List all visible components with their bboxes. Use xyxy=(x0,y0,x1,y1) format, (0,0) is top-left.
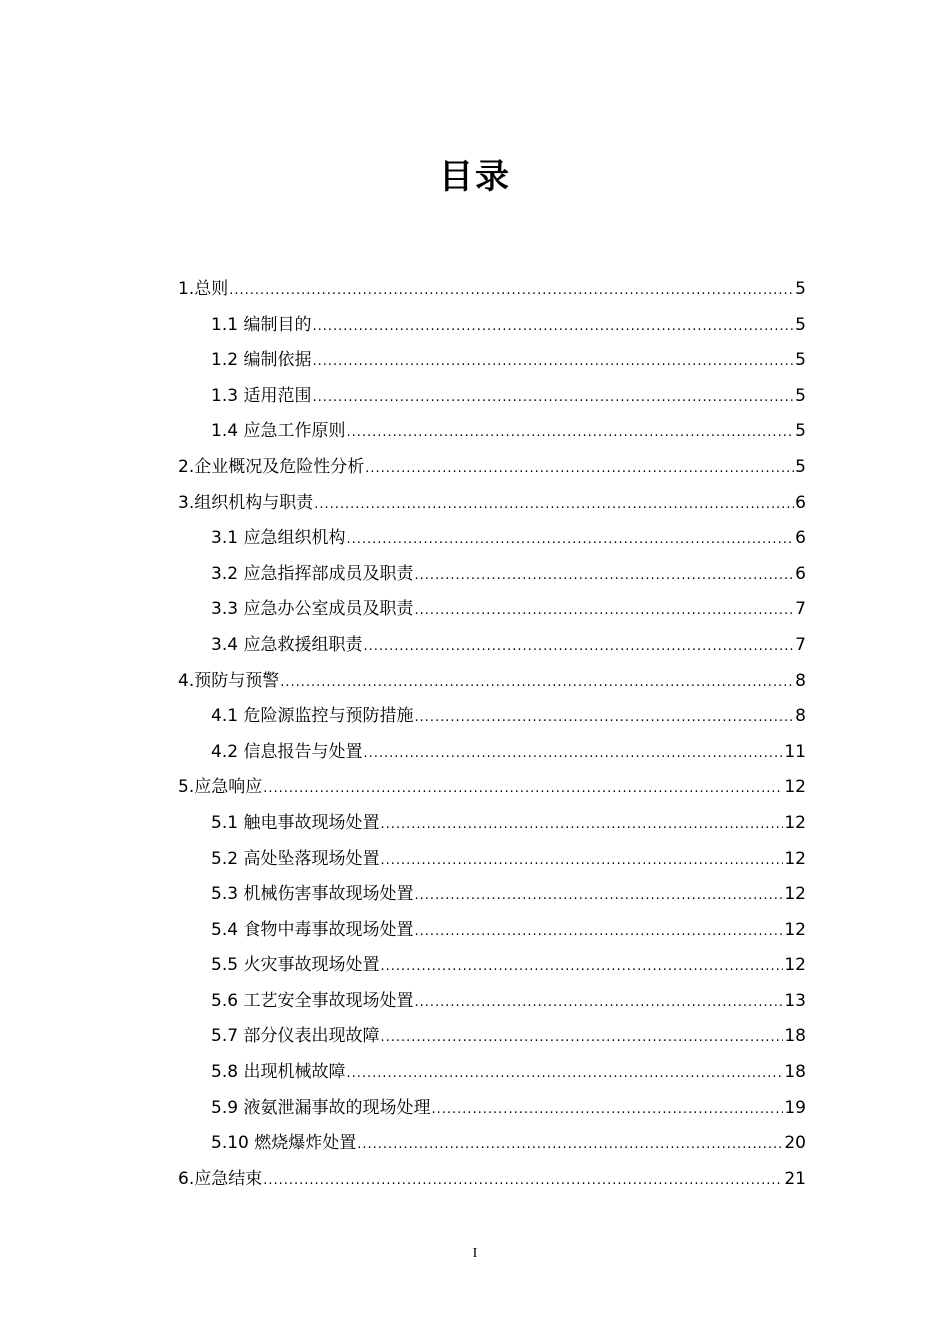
toc-entry-label: 5.2 高处坠落现场处置 xyxy=(211,848,380,869)
toc-leader-dots xyxy=(380,949,783,985)
toc-entry-label: 1.4 应急工作原则 xyxy=(211,421,346,442)
toc-entry-label: 1.2 编制依据 xyxy=(211,350,312,371)
toc-entry[interactable] xyxy=(178,379,806,415)
toc-entry-label: 5.8 出现机械故障 xyxy=(211,1062,346,1083)
toc-entry[interactable] xyxy=(178,877,806,913)
toc-entry-page: 21 xyxy=(784,1168,806,1189)
toc-entry-page: 20 xyxy=(784,1133,806,1154)
toc-entry[interactable] xyxy=(178,1126,806,1162)
toc-entry[interactable] xyxy=(178,450,806,486)
toc-entry-label: 1.1 编制目的 xyxy=(211,314,312,335)
toc-entry-label: 4.2 信息报告与处置 xyxy=(211,741,363,762)
toc-entry-page: 13 xyxy=(784,990,806,1011)
toc-entry[interactable] xyxy=(178,1162,806,1198)
page-number: I xyxy=(472,1246,478,1261)
toc-entry-label: 5.10 燃烧爆炸处置 xyxy=(211,1133,357,1154)
toc-entry-label: 5.9 液氨泄漏事故的现场处理 xyxy=(211,1097,431,1118)
toc-leader-dots xyxy=(263,1163,783,1199)
toc-entry-page: 7 xyxy=(795,599,806,620)
toc-title: 目录 xyxy=(439,157,511,197)
toc-leader-dots xyxy=(346,415,794,451)
toc-entry-page: 8 xyxy=(795,670,806,691)
toc-entry-page: 6 xyxy=(795,492,806,513)
toc-entry-page: 6 xyxy=(795,528,806,549)
toc-leader-dots xyxy=(263,771,783,807)
toc-leader-dots xyxy=(431,1092,783,1128)
toc-entry-page: 18 xyxy=(784,1026,806,1047)
toc-entry-page: 12 xyxy=(784,812,806,833)
toc-leader-dots xyxy=(357,1127,783,1163)
toc-entry-label: 4.1 危险源监控与预防措施 xyxy=(211,706,414,727)
toc-leader-dots xyxy=(414,558,794,594)
toc-entry-page: 5 xyxy=(795,314,806,335)
toc-leader-dots xyxy=(346,522,794,558)
toc-leader-dots xyxy=(414,985,783,1021)
toc-entry[interactable] xyxy=(178,343,806,379)
toc-entry-label: 5.应急响应 xyxy=(178,777,263,798)
toc-entry-page: 12 xyxy=(784,919,806,940)
toc-leader-dots xyxy=(414,914,783,950)
toc-entry[interactable] xyxy=(178,486,806,522)
toc-leader-dots xyxy=(280,665,794,701)
toc-entry[interactable] xyxy=(178,842,806,878)
toc-entry-page: 5 xyxy=(795,456,806,477)
toc-entry-page: 6 xyxy=(795,563,806,584)
toc-entry-label: 3.4 应急救援组职责 xyxy=(211,634,363,655)
toc-entry-label: 5.5 火灾事故现场处置 xyxy=(211,955,380,976)
toc-leader-dots xyxy=(229,273,794,309)
toc-entry-page: 5 xyxy=(795,385,806,406)
toc-entry[interactable] xyxy=(178,664,806,700)
toc-leader-dots xyxy=(346,1056,783,1092)
toc-entry-page: 5 xyxy=(795,421,806,442)
toc-leader-dots xyxy=(312,344,794,380)
toc-entry-page: 5 xyxy=(795,350,806,371)
toc-leader-dots xyxy=(380,1020,783,1056)
toc-entry[interactable] xyxy=(178,272,806,308)
toc-entry-page: 19 xyxy=(784,1097,806,1118)
toc-leader-dots xyxy=(380,843,783,879)
toc-entry-page: 12 xyxy=(784,848,806,869)
toc-leader-dots xyxy=(312,380,794,416)
toc-entry-label: 5.1 触电事故现场处置 xyxy=(211,812,380,833)
toc-entry-label: 6.应急结束 xyxy=(178,1168,263,1189)
toc-entry[interactable] xyxy=(178,1091,806,1127)
toc-entry-page: 11 xyxy=(784,741,806,762)
toc-entry[interactable] xyxy=(178,984,806,1020)
toc-entry[interactable] xyxy=(178,735,806,771)
toc-entry[interactable] xyxy=(178,414,806,450)
toc-leader-dots xyxy=(380,807,783,843)
toc-entry-label: 3.2 应急指挥部成员及职责 xyxy=(211,563,414,584)
toc-entry-page: 8 xyxy=(795,706,806,727)
toc-entry-label: 2.企业概况及危险性分析 xyxy=(178,456,365,477)
toc-leader-dots xyxy=(414,700,794,736)
toc-entry-page: 18 xyxy=(784,1062,806,1083)
toc-entry[interactable] xyxy=(178,628,806,664)
toc-entry[interactable] xyxy=(178,592,806,628)
toc-entry-label: 4.预防与预警 xyxy=(178,670,280,691)
toc-entry-page: 7 xyxy=(795,634,806,655)
toc-entry-label: 3.3 应急办公室成员及职责 xyxy=(211,599,414,620)
table-of-contents xyxy=(178,272,806,1197)
toc-entry[interactable] xyxy=(178,557,806,593)
toc-entry-label: 5.7 部分仪表出现故障 xyxy=(211,1026,380,1047)
toc-entry[interactable] xyxy=(178,699,806,735)
toc-entry[interactable] xyxy=(178,770,806,806)
toc-entry[interactable] xyxy=(178,948,806,984)
toc-entry-label: 1.总则 xyxy=(178,279,229,299)
toc-entry[interactable] xyxy=(178,806,806,842)
toc-entry-page: 12 xyxy=(784,777,806,798)
toc-leader-dots xyxy=(312,309,794,345)
toc-leader-dots xyxy=(314,487,794,523)
toc-entry-label: 5.3 机械伤害事故现场处置 xyxy=(211,884,414,905)
toc-leader-dots xyxy=(363,629,794,665)
toc-leader-dots xyxy=(363,736,783,772)
toc-entry-label: 3.组织机构与职责 xyxy=(178,492,314,513)
toc-entry[interactable] xyxy=(178,521,806,557)
toc-entry[interactable] xyxy=(178,913,806,949)
toc-entry-page: 12 xyxy=(784,884,806,905)
toc-entry[interactable] xyxy=(178,1055,806,1091)
toc-entry-page: 12 xyxy=(784,955,806,976)
toc-leader-dots xyxy=(414,593,794,629)
toc-entry-label: 3.1 应急组织机构 xyxy=(211,528,346,549)
toc-entry-label: 1.3 适用范围 xyxy=(211,385,312,406)
toc-leader-dots xyxy=(365,451,794,487)
toc-entry[interactable] xyxy=(178,1019,806,1055)
toc-leader-dots xyxy=(414,878,783,914)
toc-entry[interactable] xyxy=(178,308,806,344)
toc-entry-label: 5.6 工艺安全事故现场处置 xyxy=(211,990,414,1011)
toc-entry-label: 5.4 食物中毒事故现场处置 xyxy=(211,919,414,940)
toc-entry-page: 5 xyxy=(795,279,806,299)
